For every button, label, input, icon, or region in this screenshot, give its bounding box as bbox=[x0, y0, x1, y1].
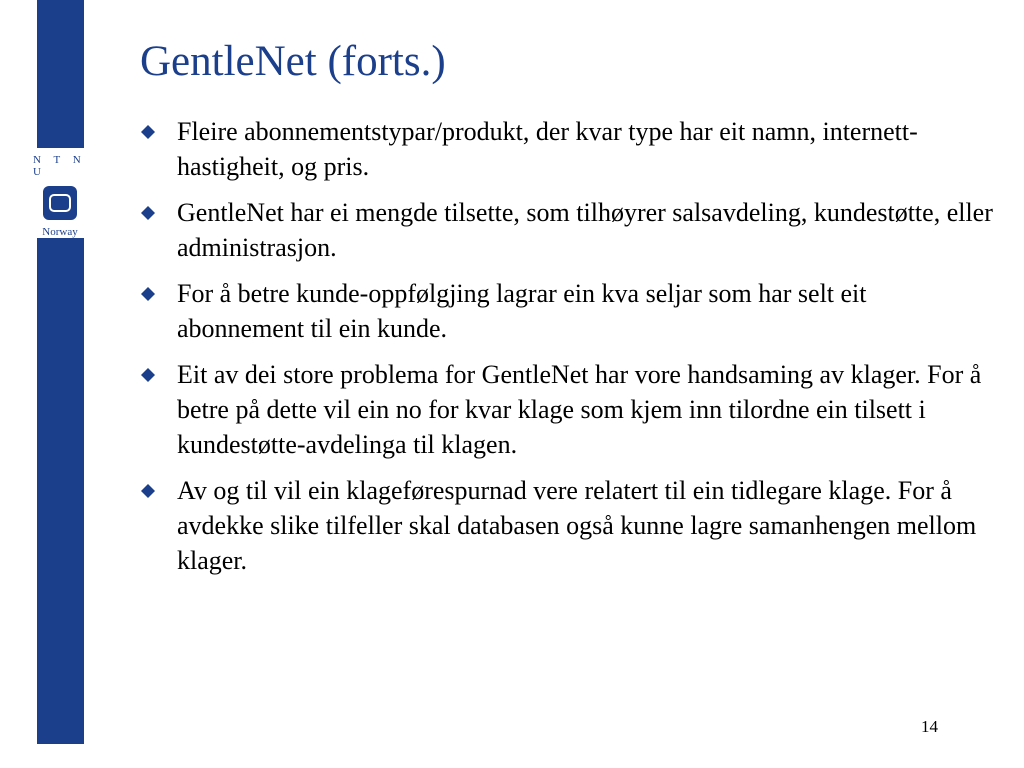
bullet-item bbox=[140, 473, 1000, 578]
diamond-bullet-icon bbox=[140, 357, 177, 392]
logo-word: Norway bbox=[42, 226, 78, 238]
diamond-bullet-icon bbox=[140, 195, 177, 230]
bullet-list bbox=[140, 114, 1000, 589]
bullet-item bbox=[140, 114, 1000, 184]
side-bar bbox=[37, 0, 84, 744]
diamond-bullet-icon bbox=[140, 114, 177, 149]
bullet-item bbox=[140, 357, 1000, 462]
ntnu-logo bbox=[28, 148, 92, 238]
slide-title: GentleNet (forts.) bbox=[140, 38, 446, 85]
bullet-text: For å betre kunde-oppfølgjing lagrar ein kva seljar som har selt eit abonnement til ein kunde. bbox=[177, 279, 867, 343]
bullet-item bbox=[140, 195, 1000, 265]
diamond-bullet-icon bbox=[140, 276, 177, 311]
logo-letters: N T N U bbox=[33, 154, 86, 178]
diamond-bullet-icon bbox=[140, 473, 177, 508]
page-number: 14 bbox=[921, 717, 938, 736]
bullet-text: Eit av dei store problema for GentleNet har vore handsaming av klager. For å betre på dette vil ein no for kvar klage som kjem inn tilordne ein tilsett i kundestøtte-avdelinga til klagen. bbox=[177, 360, 982, 459]
bullet-text: GentleNet har ei mengde tilsette, som tilhøyrer salsavdeling, kundestøtte, eller administrasjon. bbox=[177, 198, 993, 262]
bullet-text: Fleire abonnementstypar/produkt, der kvar type har eit namn, internett-hastigheit, og pris. bbox=[177, 117, 918, 181]
bullet-text: Av og til vil ein klageførespurnad vere relatert til ein tidlegare klage. For å avdekke slike tilfeller skal databasen også kunne lagre samanhengen mellom klager. bbox=[177, 476, 977, 575]
logo-mark-icon bbox=[43, 186, 77, 220]
bullet-item bbox=[140, 276, 1000, 346]
